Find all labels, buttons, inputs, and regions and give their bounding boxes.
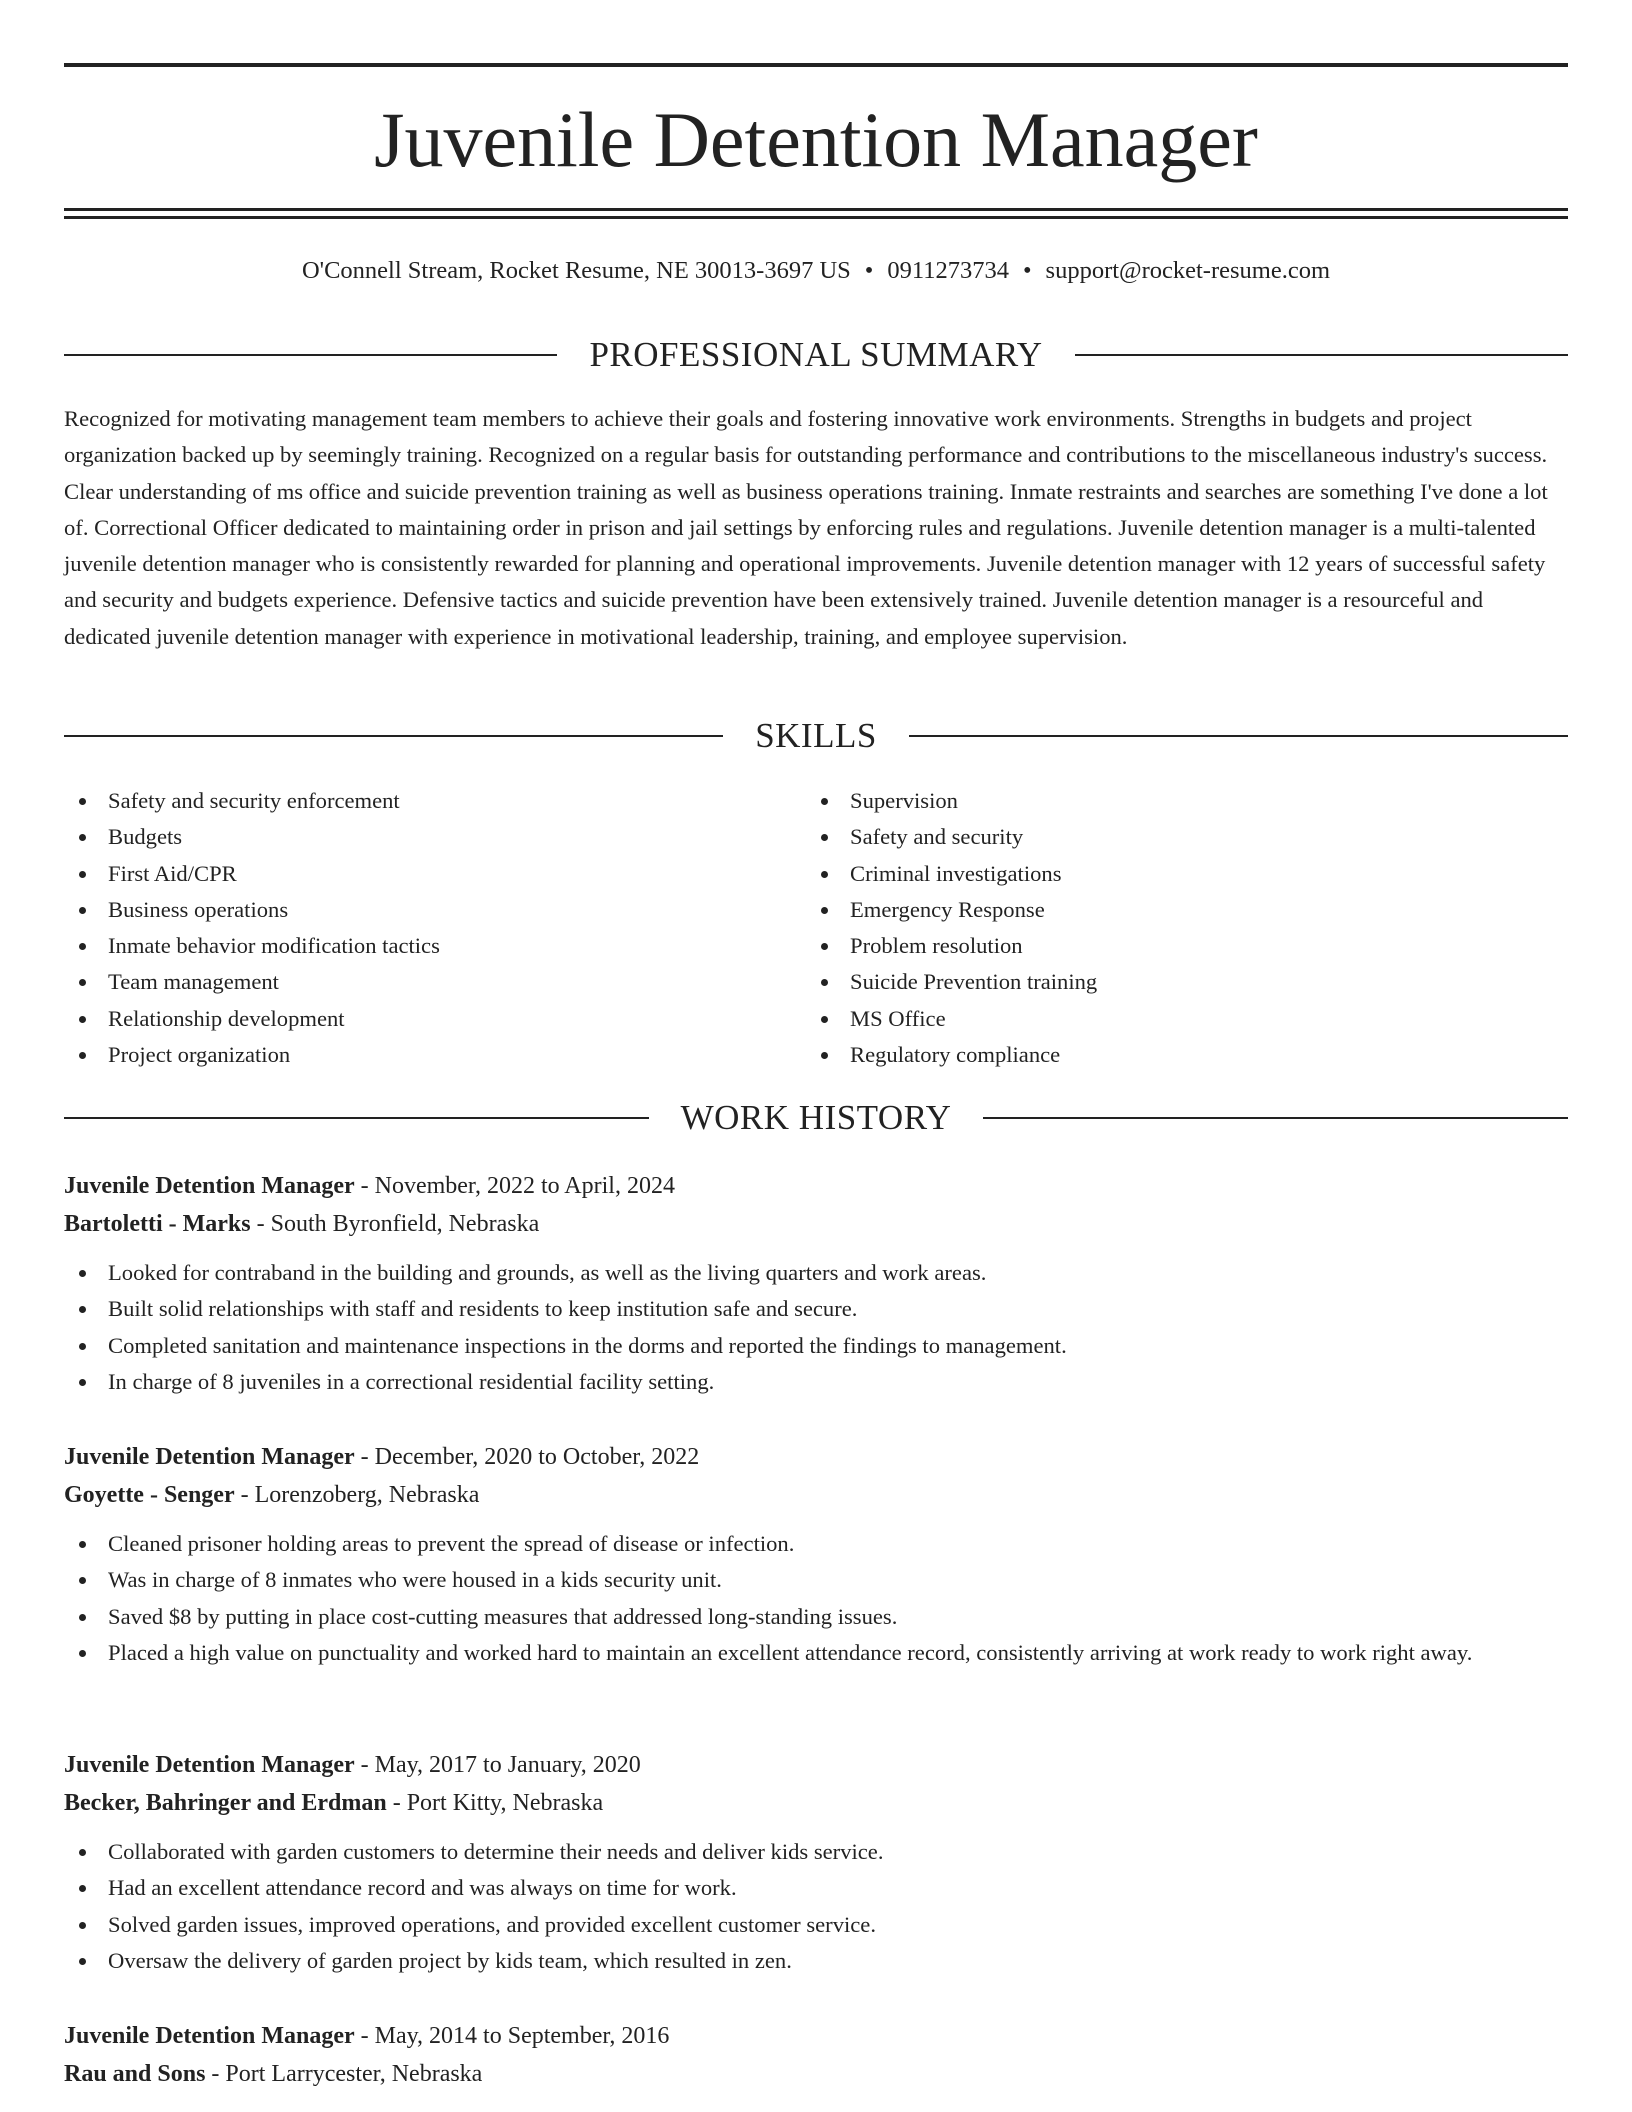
heading-rule-left [64,1117,649,1119]
job-company: Rau and Sons [64,2061,206,2087]
work-heading-row [64,1096,1568,1140]
job-duty: Placed a high value on punctuality and worked hard to maintain an excellent attendance record, consistently arriving at work ready to work right away. [64,1635,1568,1671]
job-entry [64,1167,1568,1400]
job-duty: Looked for contraband in the building and grounds, as well as the living quarters and work areas. [64,1255,1568,1291]
job-title: Juvenile Detention Manager [64,1444,355,1470]
job-title: Juvenile Detention Manager [64,1173,355,1199]
heading-rule-left [64,354,557,356]
job-duty: In charge of 8 juveniles in a correctional residential facility setting. [64,1364,1568,1400]
job-duty: Cleaned prisoner holding areas to prevent the spread of disease or infection. [64,1526,1568,1562]
contact-line [64,255,1568,287]
skill-item: Safety and security enforcement [64,783,764,819]
header-top-rule [64,63,1568,67]
job-company: Becker, Bahringer and Erdman [64,1790,387,1816]
job-dates: - December, 2020 to October, 2022 [354,1444,700,1470]
skill-item: Regulatory compliance [806,1037,1506,1073]
job-company-line [64,1784,1568,1822]
summary-heading-row [64,333,1568,377]
job-location: - Port Larrycester, Nebraska [205,2061,483,2087]
skills-list-left [64,783,764,1073]
skills-heading: SKILLS [755,716,877,755]
job-duty: Had an excellent attendance record and was always on time for work. [64,1870,1568,1906]
skill-item: Emergency Response [806,892,1506,928]
heading-rule-right [983,1117,1568,1119]
job-location: - Port Kitty, Nebraska [386,1790,604,1816]
skill-item: Criminal investigations [806,856,1506,892]
job-company: Bartoletti - Marks [64,1211,251,1237]
job-company-line [64,1476,1568,1514]
job-duty: Solved garden issues, improved operations, and provided excellent customer service. [64,1907,1568,1943]
job-duty: Was in charge of 8 inmates who were housed in a kids security unit. [64,1562,1568,1598]
job-title: Juvenile Detention Manager [64,1752,355,1778]
skill-item: First Aid/CPR [64,856,764,892]
job-duty: Collaborated with garden customers to determine their needs and deliver kids service. [64,1834,1568,1870]
contact-address: O'Connell Stream, Rocket Resume, NE 30013-3697 US [301,257,851,284]
job-title: Juvenile Detention Manager [64,2023,355,2049]
job-dates: - November, 2022 to April, 2024 [354,1173,675,1199]
job-location: - Lorenzoberg, Nebraska [234,1482,480,1508]
skill-item: Suicide Prevention training [806,964,1506,1000]
skill-item: Team management [64,964,764,1000]
job-duty: Built solid relationships with staff and residents to keep institution safe and secure. [64,1291,1568,1327]
skill-item: MS Office [806,1001,1506,1037]
skill-item: Budgets [64,819,764,855]
job-entry [64,1438,1568,1671]
job-duties-list [64,1834,1568,1979]
header-double-rule [64,208,1568,219]
contact-separator: • [1022,257,1032,284]
job-duties-list [64,1526,1568,1671]
job-entry [64,1746,1568,1979]
heading-rule-right [909,735,1568,737]
job-duty: Oversaw the delivery of garden project by kids team, which resulted in zen. [64,1943,1568,1979]
job-dates: - May, 2017 to January, 2020 [354,1752,641,1778]
skills-list-right [806,783,1506,1073]
work-heading: WORK HISTORY [680,1098,952,1137]
job-duty: Completed sanitation and maintenance inspections in the dorms and reported the findings to management. [64,1328,1568,1364]
job-title-line [64,1167,1568,1205]
summary-text: Recognized for motivating management team members to achieve their goals and fostering innovative work environments. Strengths in budgets and project organization backed up by seemingly training. Recognized on a regular basis for outstanding performance and contributions to the miscellaneous industry's success. Clear understanding of ms office and suicide prevention training as well as business operations training. Inmate restraints and searches are something I've done a lot of. Correctional Officer dedicated to maintaining order in prison and jail settings by enforcing rules and regulations. Juvenile detention manager is a multi-talented juvenile detention manager who is consistently rewarded for planning and operational improvements. Juvenile detention manager with 12 years of successful safety and security and budgets experience. Defensive tactics and suicide prevention have been extensively trained. Juvenile detention manager is a resourceful and dedicated juvenile detention manager with experience in motivational leadership, training, and employee supervision. [64,406,1548,649]
resume-title: Juvenile Detention Manager [374,96,1258,183]
job-title-line [64,1746,1568,1784]
job-title-line [64,1438,1568,1476]
job-company-line [64,2055,1568,2093]
job-title-line [64,2017,1568,2055]
skill-item: Inmate behavior modification tactics [64,928,764,964]
contact-email: support@rocket-resume.com [1045,257,1331,284]
heading-rule-left [64,735,723,737]
skill-item: Problem resolution [806,928,1506,964]
heading-rule-right [1075,354,1568,356]
skill-item: Supervision [806,783,1506,819]
contact-phone: 0911273734 [887,257,1009,284]
skill-item: Safety and security [806,819,1506,855]
skills-heading-row [64,714,1568,758]
job-dates: - May, 2014 to September, 2016 [354,2023,670,2049]
job-company-line [64,1205,1568,1243]
job-duty: Saved $8 by putting in place cost-cutting measures that addressed long-standing issues. [64,1599,1568,1635]
skill-item: Relationship development [64,1001,764,1037]
skill-item: Project organization [64,1037,764,1073]
summary-heading: PROFESSIONAL SUMMARY [589,335,1043,374]
job-company: Goyette - Senger [64,1482,235,1508]
job-location: - South Byronfield, Nebraska [250,1211,540,1237]
skill-item: Business operations [64,892,764,928]
job-entry [64,2017,1568,2093]
job-duties-list [64,1255,1568,1400]
contact-separator: • [864,257,874,284]
